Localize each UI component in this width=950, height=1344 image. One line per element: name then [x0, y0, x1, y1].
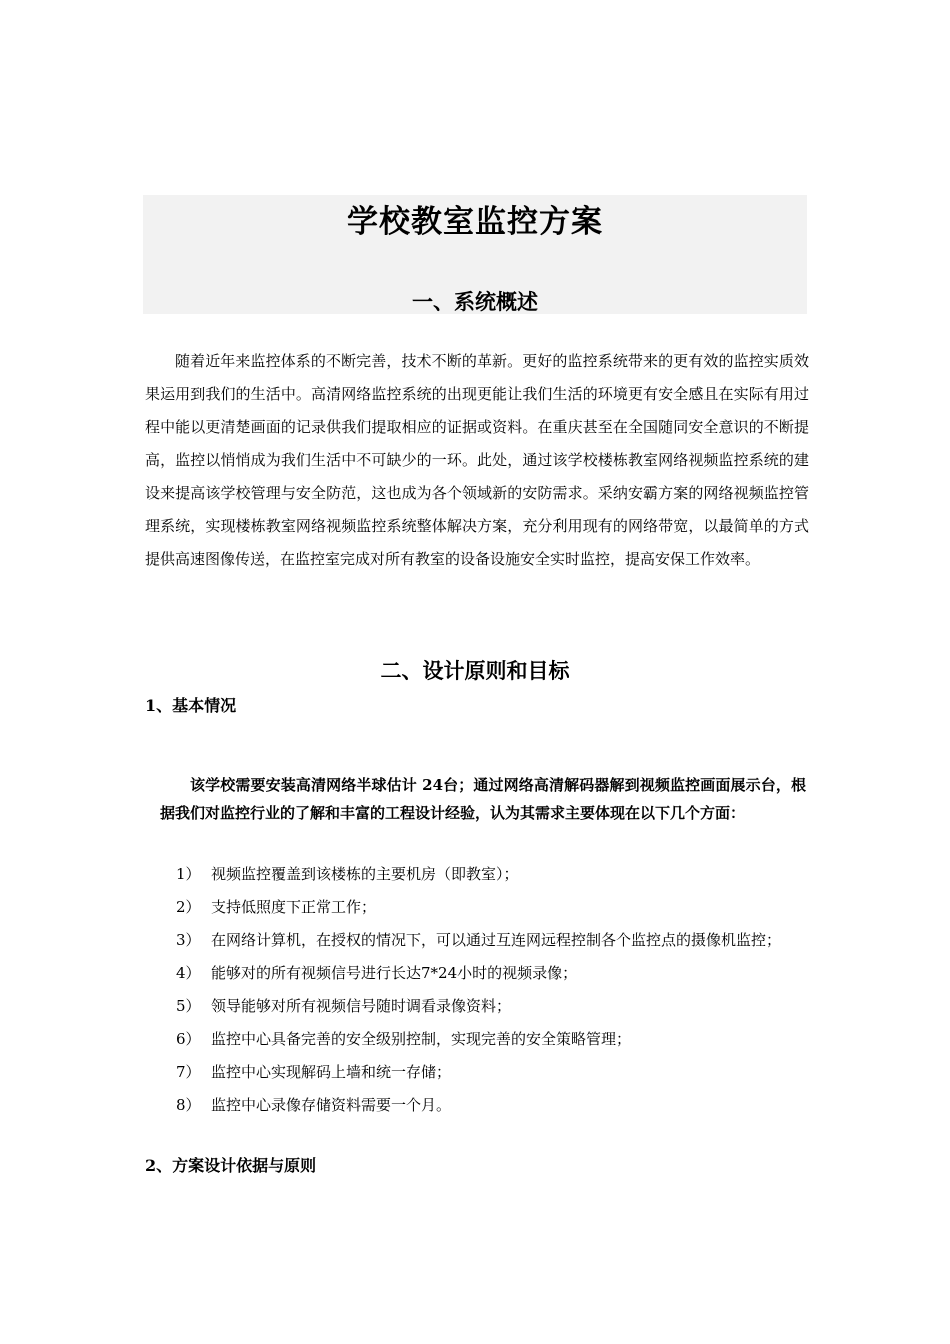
list-item-text: 视频监控覆盖到该楼栋的主要机房（即教室）； [211, 865, 519, 883]
list-item [176, 894, 808, 921]
list-item [176, 1026, 808, 1053]
section-heading-design-principles: 二、设计原则和目标 [380, 658, 570, 683]
subheading-design-basis: 2、方案设计依据与原则 [145, 1156, 317, 1175]
list-item-number: 4） [176, 964, 201, 982]
list-item-text: 监控中心录像存储资料需要一个月。 [211, 1096, 452, 1114]
list-item [176, 927, 808, 954]
subheading-basic-situation: 1、基本情况 [145, 696, 237, 715]
list-item [176, 1059, 808, 1086]
section-heading-overview: 一、系统概述 [412, 289, 538, 314]
list-item-number: 2） [176, 898, 201, 916]
list-item-number: 6） [176, 1030, 201, 1048]
overview-paragraph: 随着近年来监控体系的不断完善，技术不断的革新。更好的监控系统带来的更有效的监控实质效果运用到我们的生活中。高清网络监控系统的出现更能让我们生活的环境更有安全感且在实际有用过程中能以更清楚画面的记录供我们提取相应的证据或资料。在重庆甚至在全国随同安全意识的不断提高，监控以悄悄成为我们生活中不可缺少的一环。此处，通过该学校楼栋教室网络视频监控系统的建设来提高该学校管理与安全防范，这也成为各个领域新的安防需求。采纳安霸方案的网络视频监控管理系统，实现楼栋教室网络视频监控系统整体解决方案，充分利用现有的网络带宽，以最简单的方式提供高速图像传送，在监控室完成对所有教室的设备设施安全实时监控，提高安保工作效率。 [145, 352, 809, 568]
list-item-text: 监控中心实现解码上墙和统一存储； [211, 1063, 452, 1081]
list-item [176, 960, 808, 987]
list-item-number: 1） [176, 865, 201, 883]
list-item [176, 1092, 808, 1119]
list-item-text: 支持低照度下正常工作； [211, 898, 377, 916]
list-item-text: 在网络计算机，在授权的情况下，可以通过互连网远程控制各个监控点的摄像机监控； [211, 931, 782, 949]
requirements-list [176, 861, 808, 1125]
list-item-number: 5） [176, 997, 201, 1015]
list-item-number: 3） [176, 931, 201, 949]
list-item-number: 7） [176, 1063, 201, 1081]
list-item-number: 8） [176, 1096, 201, 1114]
document-title: 学校教室监控方案 [347, 204, 603, 240]
list-item [176, 861, 808, 888]
list-item-text: 领导能够对所有视频信号随时调看录像资料； [211, 997, 512, 1015]
list-item [176, 993, 808, 1020]
list-item-text: 能够对的所有视频信号进行长达7*24小时的视频录像； [211, 964, 578, 982]
requirements-intro-paragraph: 该学校需要安装高清网络半球估计 24台；通过网络高清解码器解到视频监控画面展示台，根据我们对监控行业的了解和丰富的工程设计经验，认为其需求主要体现在以下几个方面： [160, 776, 806, 822]
list-item-text: 监控中心具备完善的安全级别控制，实现完善的安全策略管理； [211, 1030, 632, 1048]
